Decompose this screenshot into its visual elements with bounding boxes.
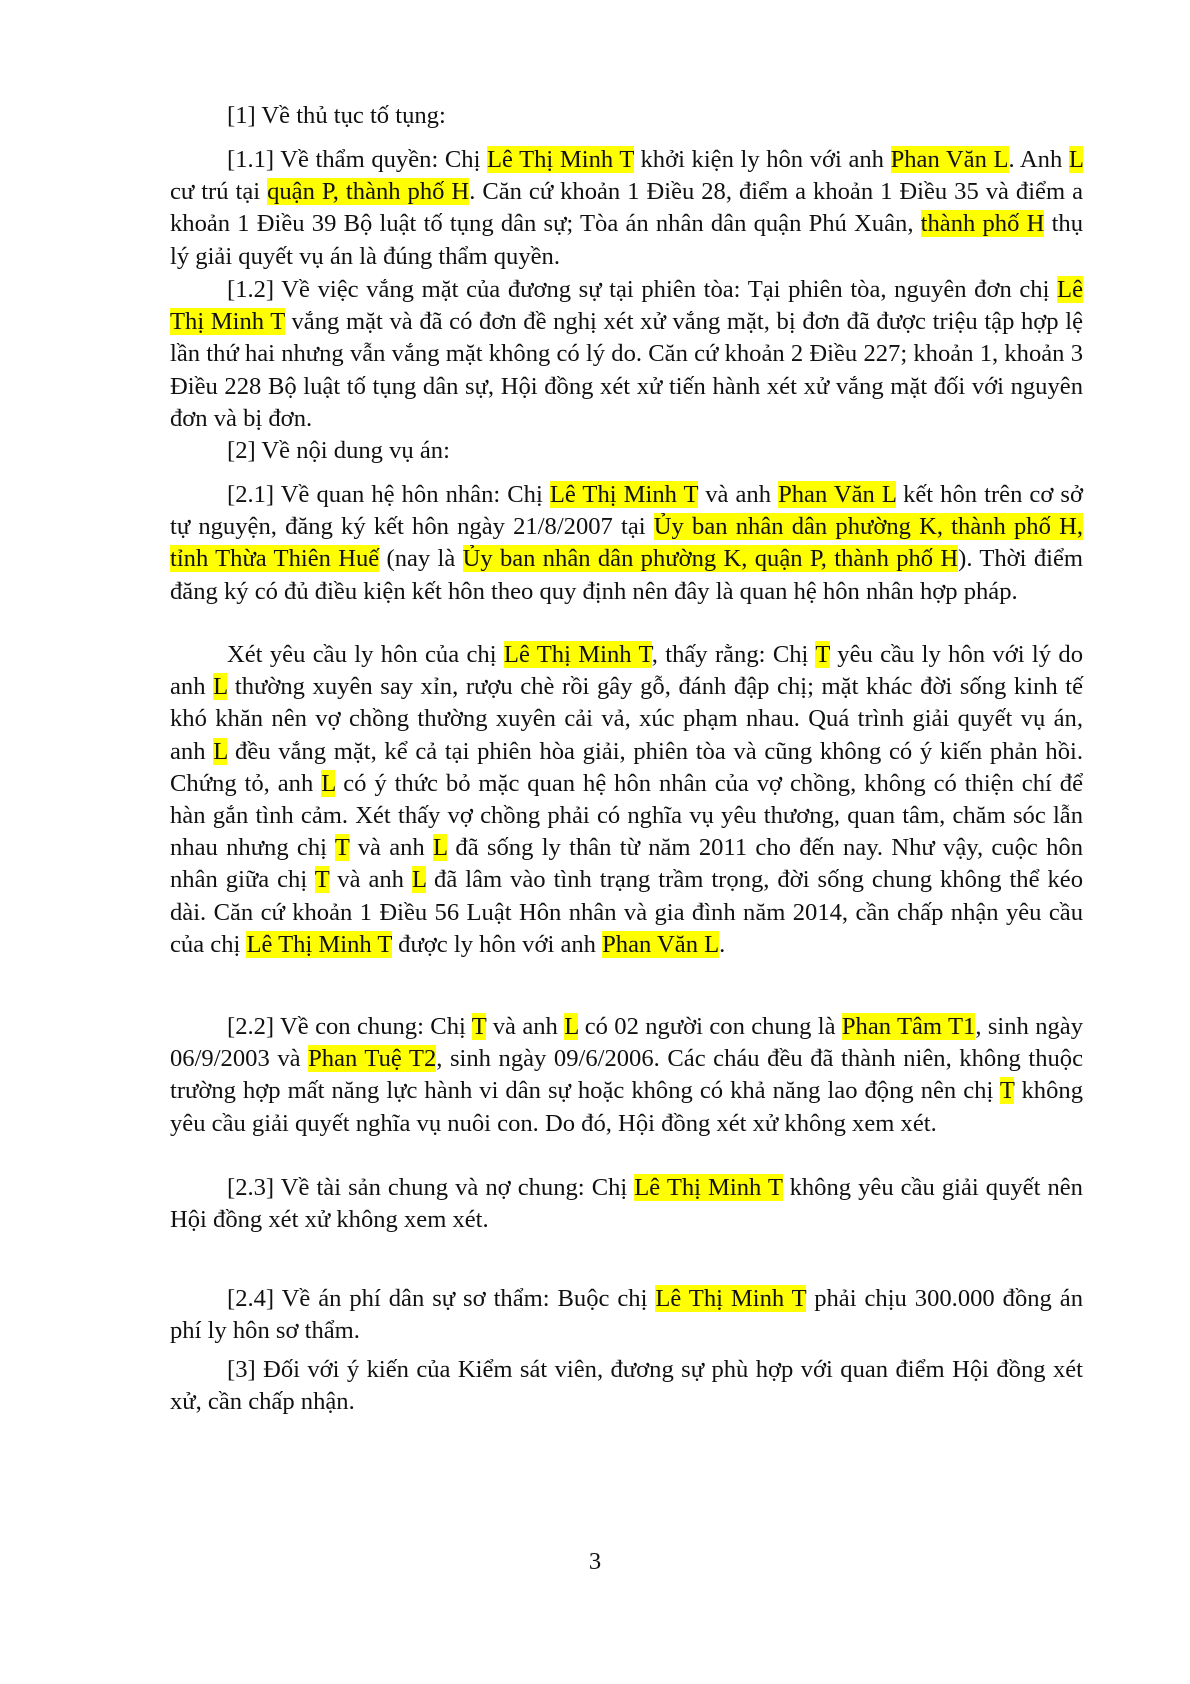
paragraph-text: , thấy rằng: Chị <box>651 641 816 668</box>
paragraph-text: thụ lý giải quyết vụ án là đúng thẩm quyền. <box>170 210 1084 270</box>
paragraph-content-heading <box>170 435 1083 467</box>
paragraph-text: và anh <box>698 481 779 508</box>
paragraph-text: kết hôn trên cơ sở tự nguyện, đăng ký kết hôn ngày 21/8/2007 tại <box>170 481 1083 541</box>
paragraph-text: [1] Về thủ tục tố tụng: <box>227 102 446 129</box>
paragraph-text: , sinh ngày 09/6/2006. Các cháu đều đã thành niên, không thuộc trường hợp mất năng lực hành vi dân sự hoặc không có khả năng lao động nên chị <box>170 1045 1083 1105</box>
paragraph-text: [2.3] Về tài sản chung và nợ chung: Chị <box>227 1174 635 1201</box>
highlighted-name: Lê Thị Minh T <box>655 1285 807 1312</box>
paragraph-text: có ý thức bỏ mặc quan hệ hôn nhân của vợ chồng, không có thiện chí để hàn gắn tình cảm. Xét thấy vợ chồng phải có nghĩa vụ yêu thương, quan tâm, chăm sóc lẫn nhau nhưng chị <box>170 769 1083 862</box>
highlighted-name: Lê Thị Minh T <box>487 146 634 173</box>
paragraph-text: [2.1] Về quan hệ hôn nhân: Chị <box>227 481 550 508</box>
highlighted-name: Lê Thị Minh T <box>634 1174 783 1201</box>
paragraph-divorce-request <box>170 639 1083 961</box>
highlighted-name: Lê Thị Minh T <box>170 276 1083 336</box>
paragraph-text: không yêu cầu giải quyết nghĩa vụ nuôi con. Do đó, Hội đồng xét xử không xem xét. <box>170 1077 1083 1137</box>
highlighted-name: T <box>314 866 330 894</box>
highlighted-name: Phan Văn L <box>602 930 720 958</box>
highlighted-name: Phan Tuệ T2 <box>308 1045 437 1073</box>
paragraph-text: đã sống ly thân từ năm 2011 cho đến nay. Như vậy, cuộc hôn nhân giữa chị <box>170 834 1084 894</box>
paragraph-text: không yêu cầu giải quyết nên Hội đồng xét xử không xem xét. <box>170 1174 1083 1234</box>
highlighted-name: quận P, thành phố H <box>267 178 470 206</box>
highlighted-name: T <box>334 834 350 862</box>
paragraph-text: đã lâm vào tình trạng trầm trọng, đời sống chung không thể kéo dài. Căn cứ khoản 1 Điều 56 Luật Hôn nhân và gia đình năm 2014, cần chấp nhận yêu cầu của chị <box>170 866 1083 958</box>
paragraph-text: và anh <box>486 1013 565 1040</box>
highlighted-name: L <box>213 737 228 765</box>
paragraph-text: cư trú tại <box>170 178 268 206</box>
highlighted-name: T <box>999 1077 1015 1105</box>
highlighted-name: thành phố H <box>920 210 1045 238</box>
paragraph-text: . Anh <box>1008 146 1069 173</box>
paragraph-text: [2.4] Về án phí dân sự sơ thẩm: Buộc chị <box>227 1285 656 1312</box>
paragraph-text: , sinh ngày 06/9/2003 và <box>170 1013 1084 1073</box>
paragraph-text: Xét yêu cầu ly hôn của chị <box>227 641 504 668</box>
paragraph-absence <box>170 274 1083 435</box>
highlighted-name: Ủy ban nhân dân phường K, quận P, thành phố H <box>462 545 959 573</box>
highlighted-name: Ủy ban nhân dân phường K, thành phố H, tỉnh Thừa Thiên Huế <box>170 513 1083 573</box>
paragraph-text: ). Thời điểm đăng ký có đủ điều kiện kết hôn theo quy định nên đây là quan hệ hôn nhân hợp pháp. <box>170 545 1083 605</box>
paragraph-marriage-relation <box>170 479 1083 608</box>
highlighted-name: Lê Thị Minh T <box>549 481 699 508</box>
paragraph-property-debt <box>170 1172 1083 1236</box>
paragraph-text: [1.1] Về thẩm quyền: Chị <box>227 146 488 173</box>
highlighted-name: L <box>213 673 228 701</box>
highlighted-name: L <box>321 769 336 797</box>
page-number: 3 <box>588 1548 602 1575</box>
paragraph-text: khởi kiện ly hôn với anh <box>633 146 891 173</box>
highlighted-name: L <box>411 866 427 894</box>
paragraph-text: [2.2] Về con chung: Chị <box>227 1013 472 1040</box>
paragraph-text: (nay là <box>379 545 463 573</box>
paragraph-text: vắng mặt và đã có đơn đề nghị xét xử vắng mặt, bị đơn đã được triệu tập hợp lệ lần thứ hai nhưng vẫn vắng mặt không có lý do. Căn cứ khoản 2 Điều 227; khoản 1, khoản 3 Điều 228 Bộ luật tố tụng dân sự, Hội đồng xét xử tiến hành xét xử vắng mặt đối với nguyên đơn và bị đơn. <box>170 308 1083 432</box>
paragraph-text: được ly hôn với anh <box>392 930 603 958</box>
highlighted-name: Phan Văn L <box>890 146 1009 173</box>
paragraph-text: có 02 người con chung là <box>578 1013 842 1040</box>
paragraph-text: [1.2] Về việc vắng mặt của đương sự tại phiên tòa: Tại phiên tòa, nguyên đơn chị <box>227 276 1058 303</box>
paragraph-text: . <box>719 930 726 958</box>
paragraph-text: [3] Đối với ý kiến của Kiểm sát viên, đương sự phù hợp với quan điểm Hội đồng xét xử, cần chấp nhận. <box>170 1356 1083 1416</box>
paragraph-court-fee <box>170 1283 1083 1347</box>
paragraph-procedure-heading <box>170 100 1083 132</box>
paragraph-text: và anh <box>329 866 412 894</box>
highlighted-name: L <box>564 1013 579 1040</box>
highlighted-name: L <box>1068 146 1083 173</box>
paragraph-text: và anh <box>349 834 434 862</box>
paragraph-text: thường xuyên say xỉn, rượu chè rồi gây gỗ, đánh đập chị; mặt khác đời sống kinh tế khó khăn nên vợ chồng thường xuyên cải vả, xúc phạm nhau. Quá trình giải quyết vụ án, anh <box>170 673 1083 765</box>
paragraph-text: . Căn cứ khoản 1 Điều 28, điểm a khoản 1 Điều 35 và điểm a khoản 1 Điều 39 Bộ luật tố tụng dân sự; Tòa án nhân dân quận Phú Xuân, <box>170 178 1083 238</box>
paragraph-jurisdiction <box>170 144 1083 273</box>
highlighted-name: Lê Thị Minh T <box>503 641 652 668</box>
paragraph-prosecutor-opinion <box>170 1354 1083 1418</box>
highlighted-name: Phan Tâm T1 <box>841 1013 976 1040</box>
paragraph-text: yêu cầu ly hôn với lý do anh <box>170 641 1083 701</box>
highlighted-name: Phan Văn L <box>778 481 897 508</box>
paragraph-text: phải chịu 300.000 đồng án phí ly hôn sơ thẩm. <box>170 1285 1083 1345</box>
highlighted-name: T <box>815 641 830 668</box>
highlighted-name: Lê Thị Minh T <box>246 930 393 958</box>
highlighted-name: T <box>471 1013 487 1040</box>
paragraph-text: [2] Về nội dung vụ án: <box>227 437 450 464</box>
highlighted-name: L <box>433 834 448 862</box>
paragraph-children <box>170 1011 1083 1140</box>
paragraph-text: đều vắng mặt, kể cả tại phiên hòa giải, phiên tòa và cũng không có ý kiến phản hồi. Chứng tỏ, anh <box>170 737 1083 797</box>
